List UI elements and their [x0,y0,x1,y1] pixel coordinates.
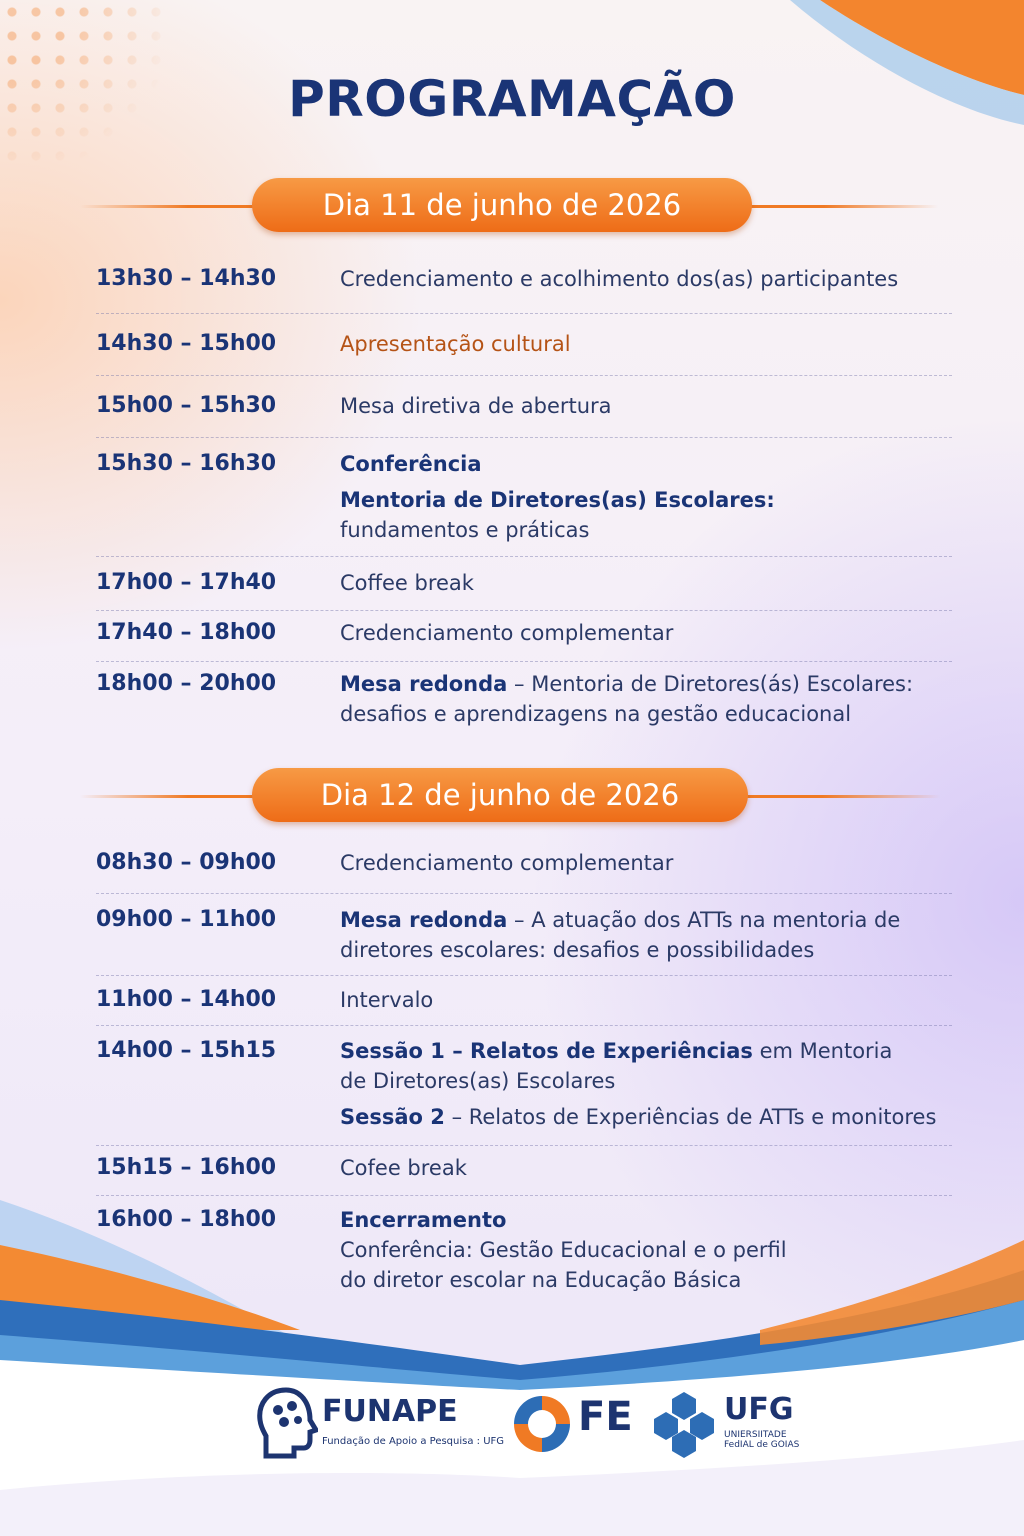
ufg-hexagon-logo [648,1390,720,1460]
row-time: 15h00 – 15h30 [96,393,277,418]
row-time: 18h00 – 20h00 [96,671,277,696]
row-description: Credenciamento complementar [340,621,674,645]
row-description: Conferência Mentoria de Diretores(as) Escolares: fundamentos e práticas [340,452,775,542]
row-description: Apresentação cultural [340,332,571,356]
row-description: Credenciamento e acolhimento dos(as) participantes [340,267,899,291]
row-separator [96,1025,952,1026]
ufg-subtitle: UNIERSIITADE FedIAL de GOIAS [724,1430,800,1450]
row-time: 14h30 – 15h00 [96,331,277,356]
row-time: 15h30 – 16h30 [96,451,277,476]
row-time: 13h30 – 14h30 [96,266,277,291]
row-time: 16h00 – 18h00 [96,1207,277,1232]
day1-pill: Dia 11 de junho de 2026 [252,178,752,232]
row-time: 11h00 – 14h00 [96,987,277,1012]
day2-pill: Dia 12 de junho de 2026 [252,768,748,822]
day1-line-right [748,205,938,208]
page-title: PROGRAMAÇÃO [288,70,736,128]
row-description: Cofee break [340,1156,467,1180]
row-time: 09h00 – 11h00 [96,907,277,932]
funape-name: FUNAPE [322,1394,458,1429]
row-separator [96,313,952,314]
row-separator [96,375,952,376]
funape-subtitle: Fundação de Apoio a Pesquisa : UFG [322,1436,505,1447]
funape-head-logo [254,1386,318,1460]
row-separator [96,1145,952,1146]
day2-line-left [80,795,260,798]
day2-line-right [744,795,940,798]
row-separator [96,893,952,894]
row-time: 17h00 – 17h40 [96,570,277,595]
row-description: Encerramento Conferência: Gestão Educacional e o perfil do diretor escolar na Educação Básica [340,1208,787,1292]
row-time: 14h00 – 15h15 [96,1038,277,1063]
row-time: 15h15 – 16h00 [96,1155,277,1180]
row-description: Intervalo [340,988,434,1012]
row-time: 08h30 – 09h00 [96,850,277,875]
fe-swirl-logo [510,1392,574,1456]
row-time: 17h40 – 18h00 [96,620,277,645]
row-separator [96,975,952,976]
day2-header [0,768,1024,824]
row-description: Mesa redonda – Mentoria de Diretores(ás) Escolares: desafios e aprendizagens na gestão educacional [340,672,914,726]
row-separator [96,610,952,611]
row-description: Coffee break [340,571,474,595]
ufg-name: UFG [724,1392,794,1427]
footer-logos [0,1380,1024,1470]
day1-header [0,178,1024,234]
row-description: Mesa redonda – A atuação dos ATTs na mentoria de diretores escolares: desafios e possibilidades [340,908,901,962]
day1-line-left [80,205,260,208]
row-separator [96,437,952,438]
fe-name: FE [578,1394,633,1440]
row-separator [96,1195,952,1196]
row-description: Sessão 1 – Relatos de Experiências em Mentoria de Diretores(as) Escolares Sessão 2 – Relatos de Experiências de ATTs e monitores [340,1039,937,1129]
row-description: Credenciamento complementar [340,851,674,875]
row-separator [96,661,952,662]
row-separator [96,556,952,557]
row-description: Mesa diretiva de abertura [340,394,612,418]
